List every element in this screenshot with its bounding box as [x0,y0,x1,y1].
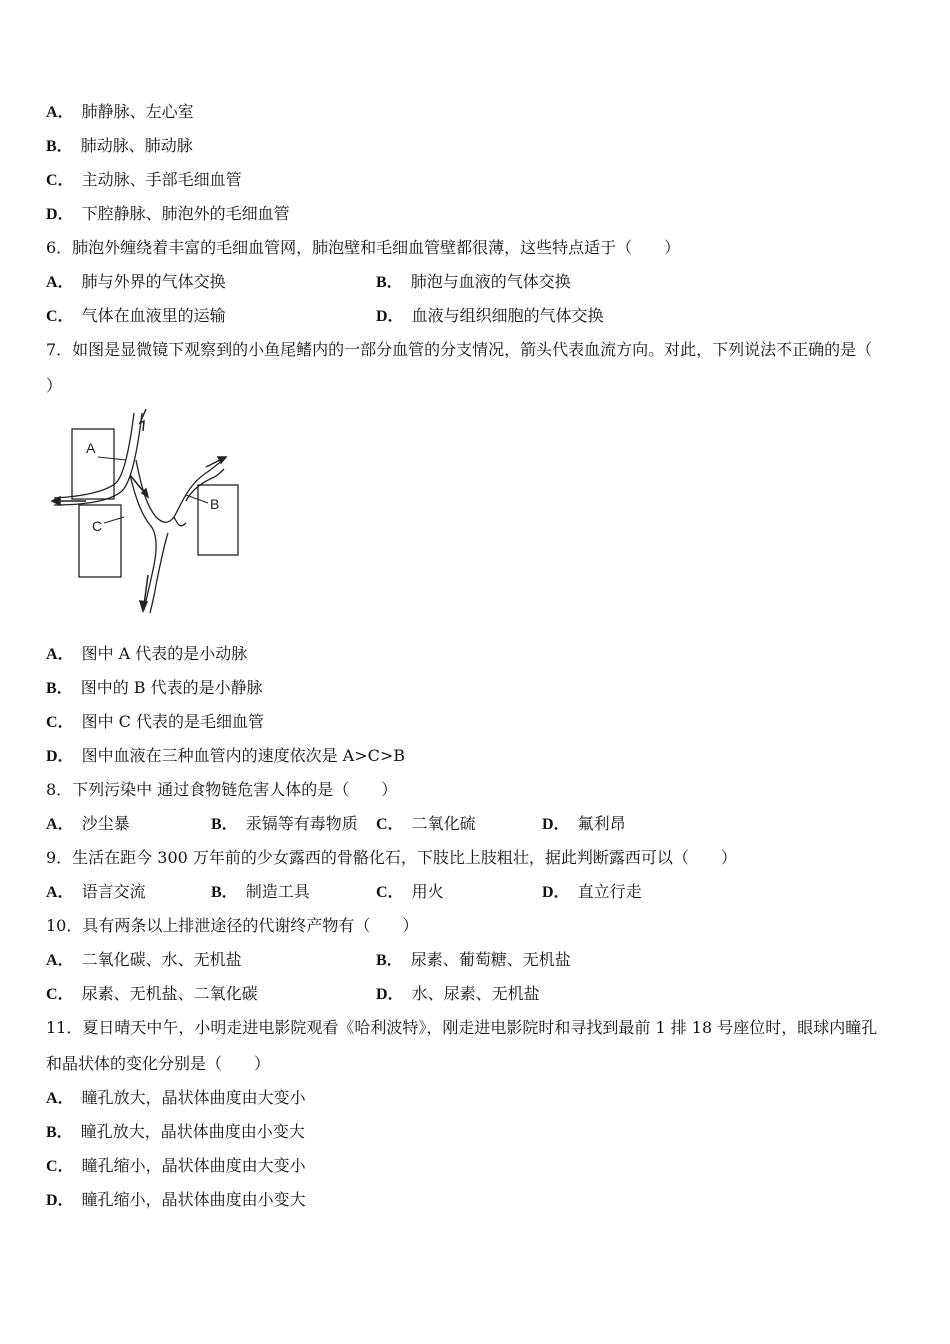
option-text: 肺静脉、左心室 [81,102,194,121]
option-text: 气体在血液里的运输 [81,306,226,325]
q7-option-d[interactable] [46,746,405,767]
q8-option-a[interactable] [46,814,130,835]
q8-option-d[interactable] [542,814,626,835]
option-text: 尿素、葡萄糖、无机盐 [410,950,571,969]
q11-option-b[interactable] [46,1122,305,1143]
option-text: 瞳孔缩小，晶状体曲度由大变小 [81,1156,306,1175]
option-label: A． [46,1090,74,1107]
option-label: D． [46,206,74,223]
option-label: C． [376,884,404,901]
q10-option-a[interactable] [46,950,242,971]
q6-option-b[interactable] [376,272,571,293]
q6-option-c[interactable] [46,306,226,327]
option-text: 语言交流 [81,882,146,901]
q7-stem-line-1: 7．如图是显微镜下观察到的小鱼尾鳍内的一部分血管的分支情况，箭头代表血流方向。对此，下列说法不正确的是（ [46,340,873,359]
option-text: 图中的 B 代表的是小静脉 [80,678,263,697]
option-text: 直立行走 [577,882,642,901]
option-label: C． [376,816,404,833]
q8-option-c[interactable] [376,814,476,835]
vessel-b-upper [136,460,222,522]
q9-stem: 9．生活在距今 300 万年前的少女露西的骨骼化石，下肢比上肢粗壮，据此判断露西可以（ ） [46,848,737,867]
option-text: 水、尿素、无机盐 [411,984,540,1003]
box-c [79,505,121,577]
arrow-top [140,409,146,431]
q5-option-d[interactable] [46,204,290,225]
option-text: 汞镉等有毒物质 [245,814,358,833]
q10-options-row-2 [46,984,916,1004]
pointer-a [98,457,126,460]
q5-option-b[interactable] [46,136,193,157]
option-label: A． [46,104,74,121]
q10-option-c[interactable] [46,984,258,1005]
q7-stem-line-2: ） [46,376,63,395]
q9-option-d[interactable] [542,882,642,903]
q9-option-a[interactable] [46,882,146,903]
q6-stem: 6．肺泡外缠绕着丰富的毛细血管网，肺泡壁和毛细血管壁都很薄，这些特点适于（ ） [46,238,681,257]
option-text: 主动脉、手部毛细血管 [81,170,242,189]
option-label: A． [46,884,74,901]
option-text: 瞳孔缩小，晶状体曲度由小变大 [81,1190,306,1209]
q9-options-row [46,882,916,902]
arrow-bottom-head [140,601,147,611]
option-text: 制造工具 [245,882,310,901]
label-b: B [210,496,220,512]
option-text: 沙尘暴 [81,814,130,833]
option-text: 图中 C 代表的是毛细血管 [81,712,264,731]
option-label: A． [46,646,74,663]
q11-option-d[interactable] [46,1190,306,1211]
option-label: D． [376,308,404,325]
option-text: 用火 [411,882,444,901]
q6-option-a[interactable] [46,272,226,293]
option-label: C． [46,986,74,1003]
q6-options-row-2 [46,306,916,326]
option-label: A． [46,952,74,969]
q7-option-c[interactable] [46,712,264,733]
vessel-c-left [130,475,156,610]
q8-option-b[interactable] [211,814,358,835]
option-label: A． [46,274,74,291]
option-label: B． [376,952,403,969]
blood-vessel-diagram [46,405,246,617]
pointer-b [186,495,208,503]
q11-stem-line-1: 11．夏日晴天中午，小明走进电影院观看《哈利波特》，刚走进电影院时和寻找到最前 1 排 18 号座位时，眼球内瞳孔 [46,1018,878,1037]
q6-options-row-1 [46,272,916,292]
q10-stem: 10．具有两条以上排泄途径的代谢终产物有（ ） [46,916,419,935]
q5-option-c[interactable] [46,170,242,191]
q11-option-c[interactable] [46,1156,306,1177]
option-text: 二氧化硫 [411,814,476,833]
option-label: D． [542,816,570,833]
option-label: C． [46,714,74,731]
q8-stem: 8．下列污染中 通过食物链危害人体的是（ ） [46,780,398,799]
q9-option-b[interactable] [211,882,310,903]
q10-options-row-1 [46,950,916,970]
option-label: C． [46,172,74,189]
option-label: D． [46,1192,74,1209]
option-label: D． [542,884,570,901]
label-c: C [92,518,103,534]
q11-stem-line-2: 和晶状体的变化分别是（ ） [46,1054,271,1073]
option-text: 氟利昂 [577,814,626,833]
option-label: D． [376,986,404,1003]
q7-option-a[interactable] [46,644,247,665]
vessel-junction [174,517,186,526]
option-text: 图中 A 代表的是小动脉 [81,644,248,663]
option-text: 尿素、无机盐、二氧化碳 [81,984,258,1003]
q6-option-d[interactable] [376,306,604,327]
option-label: B． [376,274,403,291]
option-label: B． [46,680,73,697]
option-label: A． [46,816,74,833]
option-text: 血液与组织细胞的气体交换 [411,306,604,325]
option-label: D． [46,748,74,765]
option-text: 图中血液在三种血管内的速度依次是 A>C>B [81,746,406,765]
q10-option-b[interactable] [376,950,571,971]
option-label: B． [46,1124,73,1141]
arrow-left-head [52,497,60,505]
q8-options-row [46,814,916,834]
option-text: 瞳孔放大，晶状体曲度由小变大 [80,1122,305,1141]
q9-option-c[interactable] [376,882,444,903]
option-label: B． [46,138,73,155]
option-label: B． [211,816,238,833]
option-text: 肺动脉、肺动脉 [80,136,193,155]
option-text: 肺与外界的气体交换 [81,272,226,291]
option-label: C． [46,308,74,325]
option-text: 二氧化碳、水、无机盐 [81,950,242,969]
option-label: C． [46,1158,74,1175]
option-text: 肺泡与血液的气体交换 [410,272,571,291]
q11-option-a[interactable] [46,1088,306,1109]
option-label: B． [211,884,238,901]
q7-option-b[interactable] [46,678,263,699]
q10-option-d[interactable] [376,984,540,1005]
option-text: 下腔静脉、肺泡外的毛细血管 [81,204,290,223]
q5-option-a[interactable] [46,102,194,123]
label-a: A [86,440,96,456]
option-text: 瞳孔放大，晶状体曲度由大变小 [81,1088,306,1107]
arrow-right-head [218,457,226,463]
